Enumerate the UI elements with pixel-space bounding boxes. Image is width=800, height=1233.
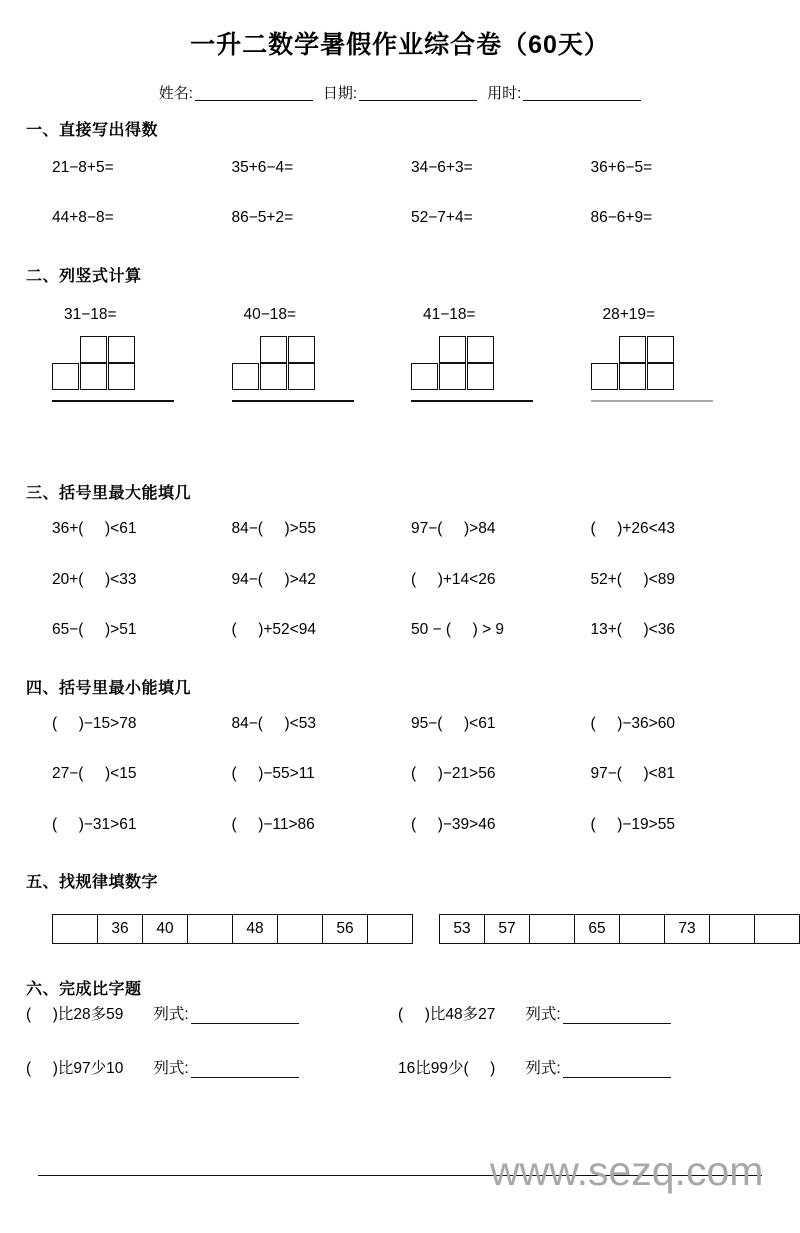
digit-box-row-bottom	[232, 363, 412, 390]
pattern-cell[interactable]	[368, 914, 413, 944]
formula-blank[interactable]	[191, 1065, 299, 1078]
exercise-item[interactable]: 34−6+3=	[411, 159, 473, 176]
digit-box[interactable]	[467, 363, 494, 390]
digit-box[interactable]	[260, 336, 287, 363]
digit-box[interactable]	[619, 363, 646, 390]
digit-box-row-top	[619, 336, 771, 363]
pattern-cell[interactable]	[188, 914, 233, 944]
digit-box-group	[591, 336, 771, 402]
exercise-item[interactable]: ( )−19>55	[590, 815, 675, 833]
section-6-items	[26, 1002, 770, 1110]
digit-box[interactable]	[411, 363, 438, 390]
exercise-item[interactable]: ( )−15>78	[52, 714, 137, 732]
digit-box[interactable]	[288, 336, 315, 363]
exercise-item[interactable]: 27−( )<15	[52, 765, 137, 782]
vertical-calc-expression: 41−18=	[423, 306, 476, 323]
pattern-cell[interactable]: 40	[143, 914, 188, 944]
exercise-item[interactable]: 52+( )<89	[590, 570, 675, 588]
exercise-item[interactable]: 44+8−8=	[52, 208, 114, 226]
name-label: 姓名:	[158, 85, 193, 102]
digit-box[interactable]	[108, 336, 135, 363]
digit-box[interactable]	[591, 363, 618, 390]
formula-label: 列式:	[153, 1060, 189, 1077]
digit-box[interactable]	[80, 363, 107, 390]
exercise-item[interactable]: 35+6−4=	[231, 159, 294, 176]
word-problem-text[interactable]: ( )比97少10	[26, 1060, 124, 1077]
exercise-item[interactable]: ( )−11>86	[231, 815, 315, 833]
site-watermark: www.sezq.com	[490, 1148, 764, 1194]
section-4-heading: 四、括号里最小能填几	[26, 679, 192, 697]
answer-rule	[411, 400, 533, 402]
word-problem-item	[26, 1056, 398, 1110]
section-2-heading: 二、列竖式计算	[26, 268, 142, 285]
digit-box[interactable]	[647, 363, 674, 390]
exercise-item[interactable]: 97−( )<81	[590, 765, 675, 782]
exercise-item[interactable]: ( )−31>61	[52, 815, 137, 833]
date-field	[323, 82, 487, 103]
pattern-cell[interactable]: 53	[440, 914, 485, 944]
formula-label: 列式:	[525, 1060, 561, 1077]
exercise-item[interactable]: 50 − ( ) > 9	[411, 621, 505, 638]
section-1-items	[52, 160, 770, 259]
formula-blank[interactable]	[563, 1011, 671, 1024]
exercise-item[interactable]: 94−( )>42	[231, 570, 316, 588]
exercise-item[interactable]: 86−5+2=	[231, 208, 294, 226]
exercise-item[interactable]: 21−8+5=	[52, 159, 114, 176]
word-problem-item	[26, 1002, 398, 1056]
page-title: 一升二数学暑假作业综合卷（60天）	[190, 31, 610, 59]
digit-box[interactable]	[288, 363, 315, 390]
answer-rule	[591, 400, 713, 402]
digit-box[interactable]	[232, 363, 259, 390]
digit-box[interactable]	[619, 336, 646, 363]
word-problem-text[interactable]: 16比99少( )	[398, 1060, 496, 1077]
vertical-calc-column	[411, 306, 591, 402]
digit-box-row-bottom	[52, 363, 232, 390]
formula-blank[interactable]	[563, 1065, 671, 1078]
word-problem-item	[398, 1002, 770, 1056]
exercise-item[interactable]: ( )−21>56	[411, 765, 496, 782]
section-6-heading: 六、完成比字题	[26, 981, 142, 998]
pattern-cell[interactable]	[530, 914, 575, 944]
pattern-cell[interactable]	[278, 914, 323, 944]
pattern-cell[interactable]: 57	[485, 914, 530, 944]
name-input-blank[interactable]	[195, 87, 313, 101]
pattern-cell[interactable]	[53, 914, 98, 944]
pattern-cell[interactable]: 56	[323, 914, 368, 944]
exercise-item[interactable]: 20+( )<33	[52, 570, 137, 588]
word-problem-text[interactable]: ( )比28多59	[26, 1006, 124, 1023]
digit-box-group	[232, 336, 412, 402]
time-input-blank[interactable]	[523, 87, 641, 101]
digit-box[interactable]	[108, 363, 135, 390]
exercise-item[interactable]: ( )−36>60	[590, 714, 675, 732]
exercise-item[interactable]: 95−( )<61	[411, 714, 496, 732]
pattern-cell[interactable]: 48	[233, 914, 278, 944]
section-1-heading: 一、直接写出得数	[26, 122, 159, 139]
vertical-calc-column	[591, 306, 771, 402]
word-problem-text[interactable]: ( )比48多27	[398, 1006, 496, 1023]
digit-box[interactable]	[439, 363, 466, 390]
exercise-item[interactable]: 36+( )<61	[52, 520, 137, 537]
exercise-item[interactable]: ( )+14<26	[411, 570, 496, 588]
digit-box-group	[411, 336, 591, 402]
exercise-item[interactable]: 97−( )>84	[411, 520, 496, 537]
digit-box-row-top	[260, 336, 412, 363]
section-4-items	[52, 716, 770, 868]
vertical-calc-expression: 31−18=	[64, 306, 117, 323]
exercise-item[interactable]: 86−6+9=	[590, 208, 653, 226]
time-label: 用时:	[487, 85, 522, 102]
formula-label: 列式:	[525, 1006, 561, 1023]
word-problem-item	[398, 1056, 770, 1110]
section-2-items	[52, 306, 770, 402]
pattern-cell[interactable]	[710, 914, 755, 944]
digit-box[interactable]	[647, 336, 674, 363]
date-input-blank[interactable]	[359, 87, 477, 101]
digit-box[interactable]	[439, 336, 466, 363]
formula-blank[interactable]	[191, 1011, 299, 1024]
digit-box[interactable]	[260, 363, 287, 390]
pattern-cell[interactable]	[755, 914, 800, 944]
student-info-line	[0, 82, 800, 103]
exercise-item[interactable]: ( )+26<43	[590, 520, 675, 537]
pattern-cell[interactable]: 36	[98, 914, 143, 944]
answer-rule	[52, 400, 174, 402]
section-5-heading: 五、找规律填数字	[26, 874, 159, 891]
exercise-item[interactable]: ( )−55>11	[231, 765, 315, 782]
date-label: 日期:	[322, 85, 358, 102]
exercise-item[interactable]: 52−7+4=	[411, 208, 473, 226]
number-pattern-table-2	[439, 914, 800, 944]
vertical-calc-column	[232, 306, 412, 402]
section-3-items	[52, 521, 770, 673]
exercise-item[interactable]: 84−( )>55	[231, 520, 316, 537]
exercise-item[interactable]: ( )+52<94	[231, 621, 316, 638]
section-3-heading: 三、括号里最大能填几	[26, 485, 192, 502]
pattern-cell[interactable]	[620, 914, 665, 944]
digit-box[interactable]	[52, 363, 79, 390]
exercise-item[interactable]: 84−( )<53	[231, 714, 316, 732]
time-field	[487, 82, 641, 103]
digit-box-row-top	[80, 336, 232, 363]
exercise-item[interactable]: ( )−39>46	[411, 815, 496, 833]
digit-box[interactable]	[80, 336, 107, 363]
number-pattern-table-1	[52, 914, 413, 944]
vertical-calc-expression: 28+19=	[602, 306, 656, 323]
digit-box-row-top	[439, 336, 591, 363]
vertical-calc-column	[52, 306, 232, 402]
exercise-item[interactable]: 13+( )<36	[590, 621, 675, 638]
digit-box[interactable]	[467, 336, 494, 363]
vertical-calc-expression: 40−18=	[243, 306, 297, 323]
digit-box-row-bottom	[591, 363, 771, 390]
digit-box-row-bottom	[411, 363, 591, 390]
exercise-item[interactable]: 65−( )>51	[52, 621, 137, 638]
exercise-item[interactable]: 36+6−5=	[590, 159, 653, 176]
answer-rule	[232, 400, 354, 402]
section-5-tables	[52, 914, 800, 944]
pattern-cell[interactable]: 73	[665, 914, 710, 944]
name-field	[159, 82, 323, 103]
pattern-cell[interactable]: 65	[575, 914, 620, 944]
digit-box-group	[52, 336, 232, 402]
formula-label: 列式:	[153, 1006, 189, 1023]
